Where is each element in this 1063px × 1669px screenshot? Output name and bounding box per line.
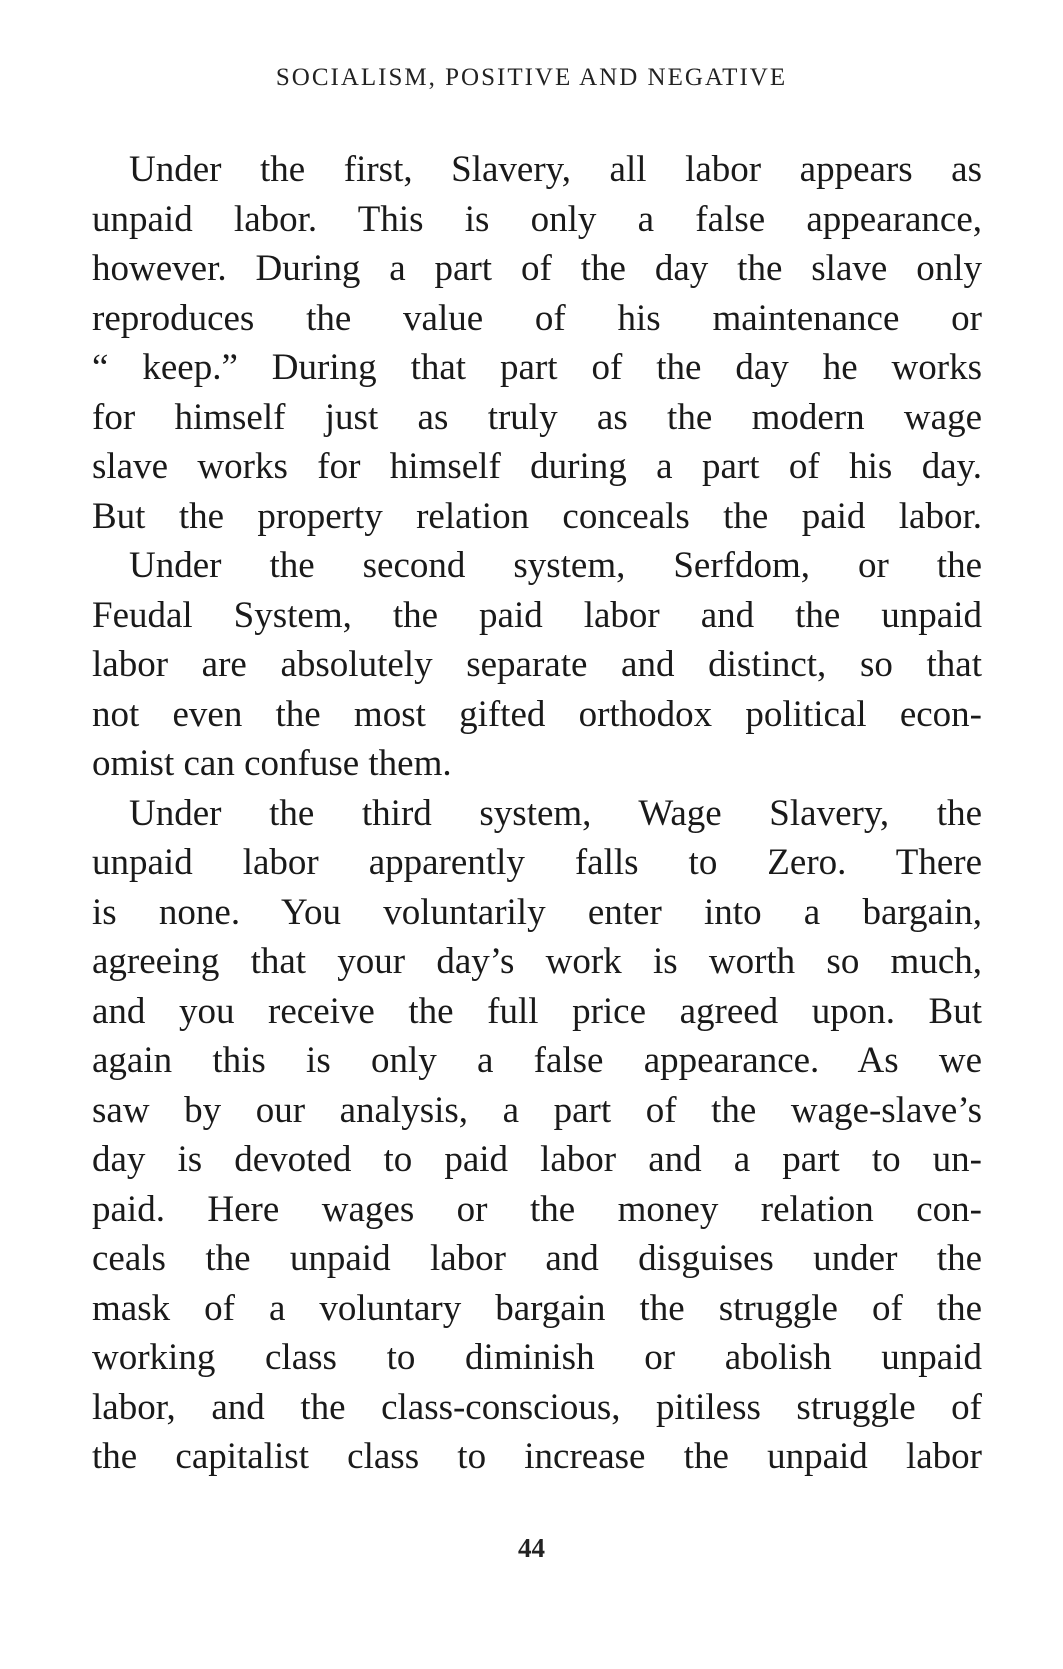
text-line: and you receive the full price agreed upon. But [92, 990, 982, 1032]
text-line: Under the second system, Serfdom, or the [129, 545, 982, 586]
text-line: slave works for himself during a part of his day. [92, 446, 982, 487]
body-text [92, 145, 982, 1482]
text-line: day is devoted to paid labor and a part to un- [92, 1139, 982, 1180]
text-line: paid. Here wages or the money relation con- [92, 1188, 982, 1230]
text-line: unpaid labor apparently falls to Zero. There [92, 842, 982, 883]
text-line: But the property relation conceals the paid labor. [92, 495, 982, 537]
text-line: mask of a voluntary bargain the struggle of the [92, 1287, 982, 1329]
text-line: Under the third system, Wage Slavery, the [129, 792, 982, 834]
paragraph-slavery [92, 145, 982, 541]
text-line: working class to diminish or abolish unpaid [92, 1337, 982, 1378]
text-line: is none. You voluntarily enter into a bargain, [92, 891, 982, 933]
text-line: unpaid labor. This is only a false appearance, [92, 198, 982, 240]
text-line: for himself just as truly as the modern wage [92, 396, 982, 438]
text-line: “ keep.” During that part of the day he works [92, 347, 982, 388]
running-head: SOCIALISM, POSITIVE AND NEGATIVE [275, 64, 788, 91]
paragraph-wage-slavery [92, 789, 982, 1482]
text-line: labor are absolutely separate and distinct, so that [92, 644, 982, 685]
text-line: reproduces the value of his maintenance or [92, 297, 982, 339]
text-line: Under the first, Slavery, all labor appears as [129, 149, 982, 190]
text-line: agreeing that your day’s work is worth so much, [92, 941, 982, 982]
text-line: Feudal System, the paid labor and the unpaid [92, 594, 982, 636]
page-number: 44 [518, 1533, 545, 1563]
text-line: again this is only a false appearance. As we [92, 1040, 982, 1081]
text-line: labor, and the class-conscious, pitiless struggle of [92, 1386, 982, 1428]
text-line: ceals the unpaid labor and disguises under the [92, 1238, 982, 1279]
text-line: not even the most gifted orthodox political econ- [92, 693, 982, 735]
text-line: omist can confuse them. [92, 743, 452, 784]
text-line: however. During a part of the day the slave only [92, 248, 982, 289]
paragraph-serfdom [92, 541, 982, 789]
text-line: the capitalist class to increase the unpaid labor [92, 1436, 982, 1477]
text-line: saw by our analysis, a part of the wage-slave’s [92, 1089, 982, 1131]
